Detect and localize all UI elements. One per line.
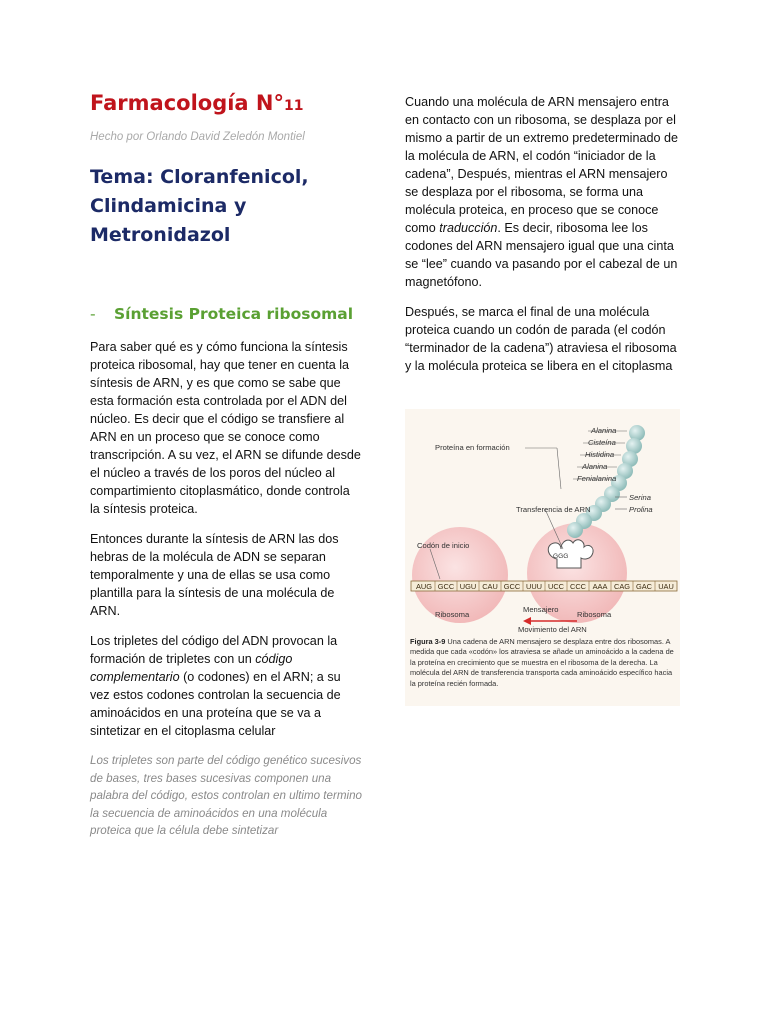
paragraph-left-3 xyxy=(90,632,362,740)
label-start-codon: Codón de inicio xyxy=(417,541,470,550)
codon-label: UGU xyxy=(459,582,477,592)
amino-acid-label: Alanina xyxy=(582,462,608,471)
title-text: Farmacología N° xyxy=(90,91,284,115)
label-anticodon: GGG xyxy=(553,553,569,560)
emphasis-codigo-complementario: código complementario xyxy=(90,652,293,684)
codon-label: UUU xyxy=(525,582,543,592)
label-transfer: Transferencia de ARN xyxy=(516,505,591,514)
codon-label: CAG xyxy=(613,582,631,592)
author-line: Hecho por Orlando David Zeledón Montiel xyxy=(90,131,305,143)
paragraph-left-2: Entonces durante la síntesis de ARN las dos hebras de la molécula de ADN se separan temporalmente y una de ellas se usa como plantilla para la síntesis de una molécula de ARN. xyxy=(90,532,339,618)
codon-label: CAU xyxy=(482,582,498,592)
paragraph-right-2: Después, se marca el final de una molécula proteica cuando un codón de parada (el codón “terminador de la cadena”) atraviesa el ribosoma y la molécula proteica se libera en el citoplasma xyxy=(405,305,677,373)
title-number: 11 xyxy=(283,98,304,114)
paragraph-right-1-part-b: . Es decir, ribosoma lee los codones del ARN mensajero igual que una cinta se “lee” cuando va pasando por el cabezal de un magnetófono. xyxy=(405,221,678,289)
codon-label: CCC xyxy=(569,582,587,592)
ribosome-diagram xyxy=(405,409,680,639)
amino-acid-label: Histidina xyxy=(585,450,615,459)
section-bullet: - xyxy=(90,305,96,323)
codon-label: GCC xyxy=(503,582,521,592)
codon-label: AAA xyxy=(592,582,608,592)
caption-label: Figura 3-9 xyxy=(410,637,446,646)
codon-label: GAC xyxy=(635,582,653,592)
paragraph-left-3-part-b: (o codones) en el ARN; a su vez estos codones controlan la secuencia de aminoácidos en una proteína que se va a sintetizar en el citoplasma celular xyxy=(90,670,341,738)
label-protein: Proteína en formación xyxy=(435,443,510,452)
amino-acid-label: Cisteína xyxy=(588,438,616,447)
right-column xyxy=(405,93,681,387)
paragraph-left-3-part-a: Los tripletes del código del ADN provocan la formación de tripletes con un xyxy=(90,634,338,666)
ribosome-figure xyxy=(405,409,680,706)
amino-acid-label: Serina xyxy=(629,493,651,502)
codon-label: AUG xyxy=(415,582,433,592)
amino-acid-label: Fenialanina xyxy=(577,474,617,483)
label-messenger: Mensajero xyxy=(523,605,559,614)
left-column xyxy=(90,88,362,840)
codon-label: UAU xyxy=(658,582,674,592)
label-ribosome-right: Ribosoma xyxy=(577,610,612,619)
section-heading-text: Síntesis Proteica ribosomal xyxy=(114,305,354,323)
section-heading xyxy=(90,303,362,325)
page-title xyxy=(90,88,362,121)
paragraph-right-1-part-a: Cuando una molécula de ARN mensajero entra en contacto con un ribosoma, se desplaza por el mismo a partir de un extremo predeterminado de la molécula de ARN, el codón “iniciador de la cadena”, Después, mientras el ARN mensajero se desplaza por el ribosoma, se forma una molécula proteica, en proceso que se conoce como xyxy=(405,95,678,235)
figure-caption xyxy=(410,637,678,689)
paragraph-left-1: Para saber qué es y cómo funciona la síntesis proteica ribosomal, hay que tener en cuenta la síntesis de ARN, y es que como se sabe que esta formación esta controlada por el ADN del núcleo. Es decir que el código se transfiere al ARN en un proceso que se conoce como transcripción. A su vez, el ARN se difunde desde el núcleo a través de los poros del núcleo al compartimiento citoplasmático, donde controla la síntesis proteica. xyxy=(90,340,361,516)
quote-block: Los tripletes son parte del código genético sucesivos de bases, tres bases sucesivas componen una palabra del código, estos controlan en ultimo termino la secuencia de aminoácidos en una molécula proteica que la célula debe sintetizar xyxy=(90,754,362,837)
caption-text: Una cadena de ARN mensajero se desplaza entre dos ribosomas. A medida que cada «codón» los atraviesa se añade un aminoácido a la cadena de la proteína en crecimiento que se muestra en el ribosoma de la derecha. La molécula del ARN de transferencia transporta cada aminoácido específico hacia la proteína recién formada. xyxy=(410,637,674,688)
topic-heading: Tema: Cloranfenicol, Clindamicina y Metronidazol xyxy=(90,166,309,246)
label-movement: Movimiento del ARN xyxy=(518,625,587,634)
emphasis-traduccion: traducción xyxy=(439,221,498,235)
amino-acid-label: Prolina xyxy=(629,505,653,514)
amino-acid-label: Alanina xyxy=(591,426,617,435)
codon-label: GCC xyxy=(437,582,455,592)
paragraph-right-1 xyxy=(405,93,681,291)
codon-label: UCC xyxy=(547,582,565,592)
label-ribosome-left: Ribosoma xyxy=(435,610,470,619)
